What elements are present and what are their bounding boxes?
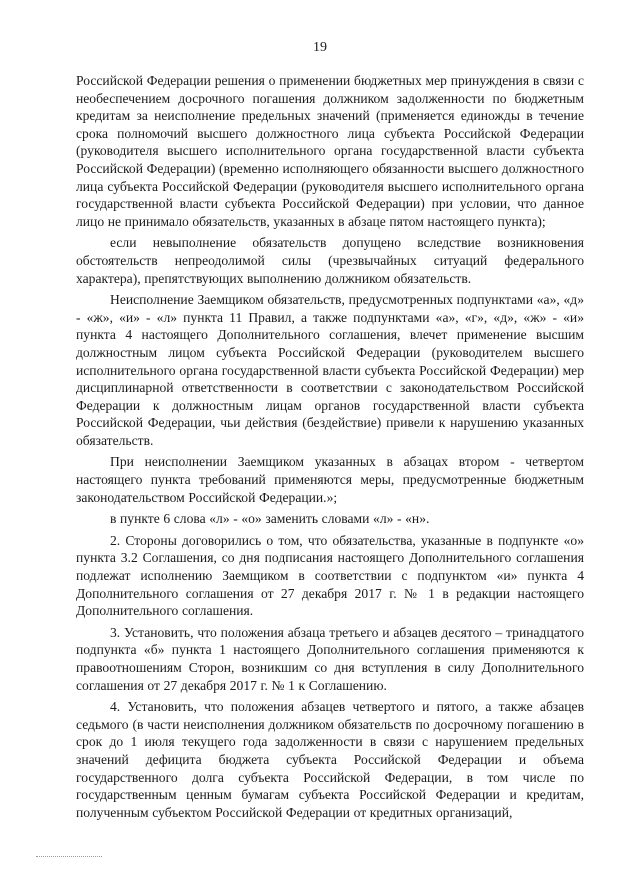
paragraph-clause-4: 4. Установить, что положения абзацев четвертого и пятого, а также абзацев седьмого (в части неисполнения должником обязательств по досрочному погашению в срок до 1 июля текущего года задолженности в связи с нарушением предельных значений дефицита бюджета субъекта Российской Федерации и объема государственного долга субъекта Российской Федерации, в том числе по государственным ценным бумагам субъекта Российской Федерации и кредитам, полученным субъектом Российской Федерации от кредитных организаций,	[76, 699, 584, 820]
paragraph-non-fulfillment: Неисполнение Заемщиком обязательств, предусмотренных подпунктами «а», «д» - «ж», «и» - «л» пункта 11 Правил, а также подпунктами «а», «г», «д», «ж» - «и» пункта 4 настоящего Дополнительного соглашения, влечет применение высшим должностным лицом субъекта Российской Федерации (руководителем высшего исполнительного органа государственной власти субъекта Российской Федерации) мер дисциплинарной ответственности в соответствии с законодательством Российской Федерации к должностным лицам органов государственной власти субъекта Российской Федерации, чьи действия (бездействие) привели к нарушению указанных обязательств.	[76, 292, 584, 448]
paragraph-force-majeure: если невыполнение обязательств допущено вследствие возникновения обстоятельств непреодолимой силы (чрезвычайных ситуаций федерального характера), препятствующих выполнению должником обязательств.	[76, 235, 584, 286]
scan-artifact-line	[36, 856, 102, 857]
document-body	[76, 72, 584, 821]
paragraph-clause-2: 2. Стороны договорились о том, что обязательства, указанные в подпункте «о» пункта 3.2 Соглашения, со дня подписания настоящего Дополнительного соглашения подлежат исполнению Заемщиком в соответствии с подпунктом «и» пункта 4 Дополнительного соглашения от 27 декабря 2017 г. № 1 в редакции настоящего Дополнительного соглашения.	[76, 532, 584, 619]
paragraph-clause-3: 3. Установить, что положения абзаца третьего и абзацев десятого – тринадцатого подпункта «б» пункта 1 настоящего Дополнительного соглашения применяются к правоотношениям Сторон, возникшим со дня вступления в силу Дополнительного соглашения от 27 декабря 2017 г. № 1 к Соглашению.	[76, 624, 584, 693]
paragraph-budget-measures: При неисполнении Заемщиком указанных в абзацах втором - четвертом настоящего пункта требований применяются меры, предусмотренные бюджетным законодательством Российской Федерации.»;	[76, 454, 584, 505]
paragraph-continuation: Российской Федерации решения о применении бюджетных мер принуждения в связи с необеспечением досрочного погашения должником задолженности по бюджетным кредитам за неисполнение предельных значений (применяется единожды в течение срока полномочий высшего должностного лица субъекта Российской Федерации (руководителя высшего исполнительного органа государственной власти субъекта Российской Федерации) (временно исполняющего обязанности высшего должностного лица субъекта Российской Федерации (руководителя высшего исполнительного органа государственной власти субъекта Российской Федерации) при условии, что данное лицо не принимало обязательств, указанных в абзаце пятом настоящего пункта);	[76, 73, 584, 229]
page-number: 19	[313, 40, 327, 55]
paragraph-item-6-amendment: в пункте 6 слова «л» - «о» заменить словами «л» - «н».	[110, 511, 430, 527]
